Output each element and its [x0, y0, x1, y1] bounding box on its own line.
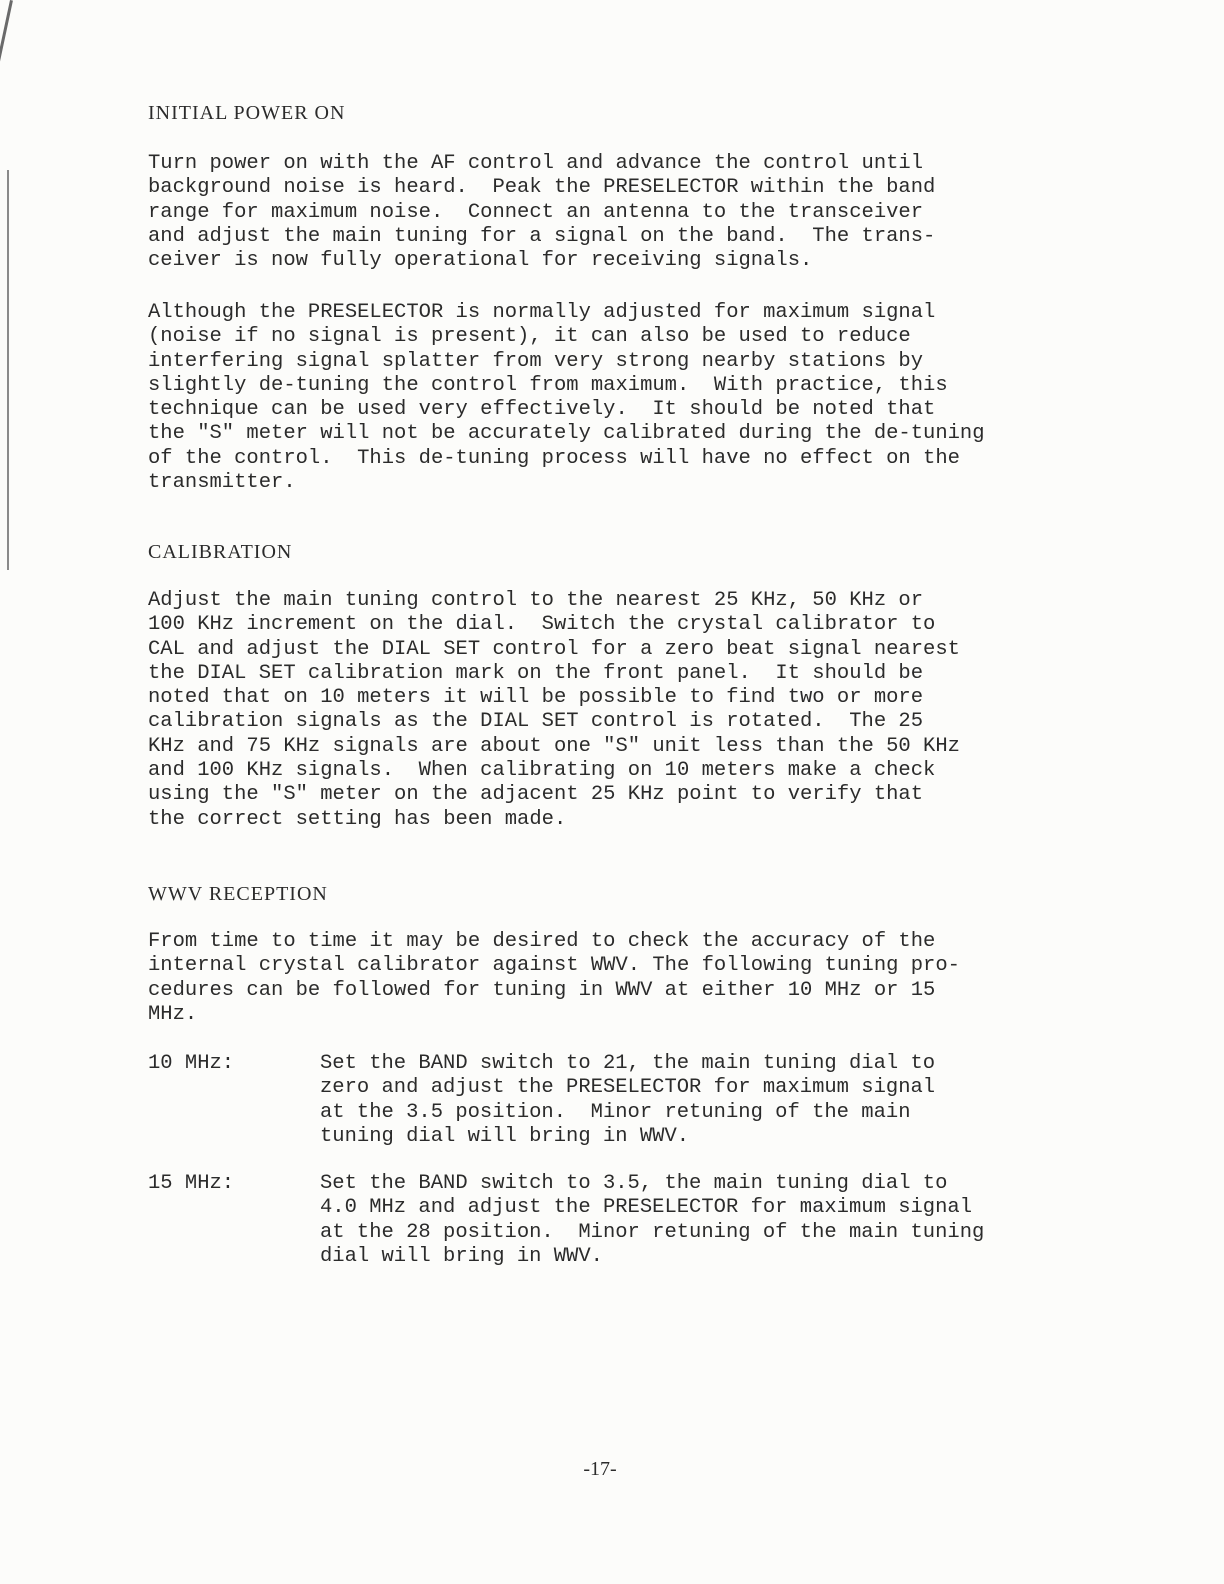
heading-wwv-reception: WWV RECEPTION: [148, 883, 328, 905]
paragraph-calibration: Adjust the main tuning control to the nearest 25 KHz, 50 KHz or 100 KHz increment on the dial. Switch the crystal calibrator to CAL and adjust the DIAL SET control for a zero beat signal nearest the DIAL SET calibration mark on the front panel. It should be noted that on 10 meters it will be possible to find two or more calibration signals as the DIAL SET control is rotated. The 25 KHz and 75 KHz signals are about one "S" unit less than the 50 KHz and 100 KHz signals. When calibrating on 10 meters make a check using the "S" meter on the adjacent 25 KHz point to verify that the correct setting has been made.: [148, 589, 960, 831]
scan-edge-mark-top: [0, 0, 13, 69]
paragraph-power-on-1: Turn power on with the AF control and advance the control until background noise is heard. Peak the PRESELECTOR within the band range for maximum noise. Connect an antenna to the transceiver and adjust the main tuning for a signal on the band. The trans- ceiver is now fully operational for receiving signals.: [148, 152, 936, 273]
paragraph-power-on-2: Although the PRESELECTOR is normally adjusted for maximum signal (noise if no signal is present), it can also be used to reduce interfering signal splatter from very strong nearby stations by slightly de-tuning the control from maximum. With practice, this technique can be used very effectively. It should be noted that the "S" meter will not be accurately calibrated during the de-tuning of the control. This de-tuning process will have no effect on the transmitter.: [148, 301, 985, 495]
item-label-15-mhz: 15 MHz:: [148, 1172, 235, 1195]
heading-initial-power-on: INITIAL POWER ON: [148, 102, 346, 124]
paragraph-wwv-reception: From time to time it may be desired to check the accuracy of the internal crystal calibrator against WWV. The following tuning pro- cedures can be followed for tuning in WWV at either 10 MHz or 15 MHz.: [148, 930, 960, 1026]
item-label-10-mhz: 10 MHz:: [148, 1052, 235, 1075]
item-text-15-mhz: Set the BAND switch to 3.5, the main tuning dial to 4.0 MHz and adjust the PRESELECTOR for maximum signal at the 28 position. Minor retuning of the main tuning dial will bring in WWV.: [320, 1172, 985, 1268]
page-number: -17-: [583, 1458, 617, 1480]
scan-edge-mark-side: [7, 170, 9, 570]
heading-calibration: CALIBRATION: [148, 541, 293, 563]
item-text-10-mhz: Set the BAND switch to 21, the main tuning dial to zero and adjust the PRESELECTOR for maximum signal at the 3.5 position. Minor retuning of the main tuning dial will bring in WWV.: [320, 1052, 936, 1148]
